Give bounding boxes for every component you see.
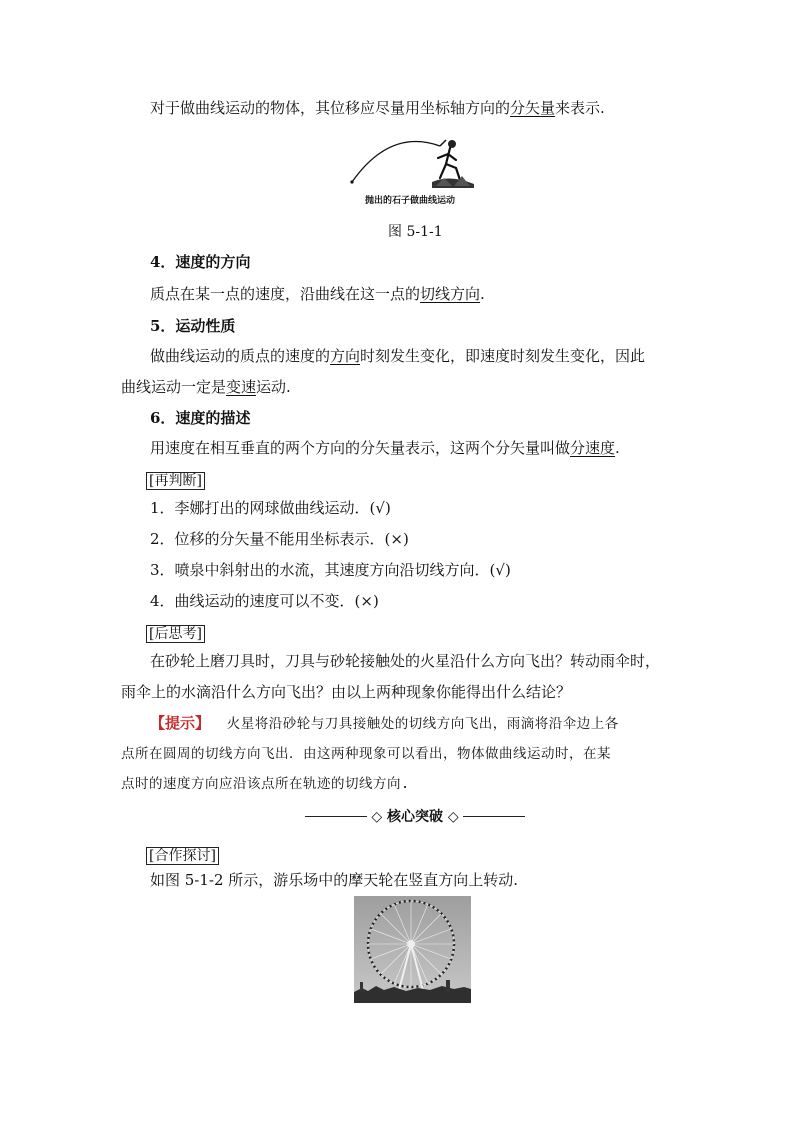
think-question-line2: 雨伞上的水滴沿什么方向飞出？由以上两种现象你能得出什么结论？	[121, 683, 572, 701]
paragraph-velocity-direction: 质点在某一点的速度，沿曲线在这一点的切线方向.	[150, 285, 485, 303]
paragraph-displacement: 对于做曲线运动的物体，其位移应尽量用坐标轴方向的分矢量来表示.	[150, 99, 605, 117]
paragraph-velocity-description: 用速度在相互垂直的两个方向的分矢量表示，这两个分矢量叫做分速度.	[150, 439, 620, 457]
think-question-line1: 在砂轮上磨刀具时，刀具与砂轮接触处的火星沿什么方向飞出？转动雨伞时，	[150, 652, 661, 670]
hint-line3: 点时的速度方向应沿该点所在轨迹的切线方向.	[121, 776, 410, 792]
section-title-motion-nature: 5．运动性质	[150, 317, 236, 335]
paragraph-motion-nature-line2: 曲线运动一定是变速运动.	[121, 378, 291, 396]
section-title-velocity-direction: 4．速度的方向	[150, 253, 251, 271]
ferris-wheel-photo	[354, 896, 471, 1003]
section-divider-core	[305, 806, 525, 826]
judge-item: 2．位移的分矢量不能用坐标表示．(×)	[150, 530, 409, 548]
hint-line2: 点所在圆周的切线方向飞出．由这两种现象可以看出，物体做曲线运动时，在某	[121, 746, 611, 762]
hint-line1: 【提示】 火星将沿砂轮与刀具接触处的切线方向飞出，雨滴将沿伞边上各	[150, 714, 619, 732]
figure-small-caption: 抛出的石子做曲线运动	[364, 196, 455, 206]
think-label: [后思考]	[146, 623, 205, 643]
paragraph-motion-nature-line1: 做曲线运动的质点的速度的方向时刻发生变化，即速度时刻发生变化，因此	[150, 347, 646, 365]
judge-label: [再判断]	[146, 470, 205, 490]
figure-thrown-stone	[340, 134, 480, 209]
judge-item: 1．李娜打出的网球做曲线运动．(√)	[150, 499, 391, 517]
figure-caption: 图 5-1-1	[388, 224, 443, 240]
ferris-wheel-image	[354, 896, 471, 1003]
judge-item: 3．喷泉中斜射出的水流，其速度方向沿切线方向．(√)	[150, 561, 511, 579]
coop-label: [合作探讨]	[146, 845, 219, 865]
coop-paragraph: 如图 5-1-2 所示，游乐场中的摩天轮在竖直方向上转动.	[150, 871, 519, 889]
core-title: ◇ 核心突破 ◇	[371, 809, 459, 825]
judge-item: 4．曲线运动的速度可以不变．(×)	[150, 592, 379, 610]
hint-label: 【提示】	[150, 714, 211, 732]
section-title-velocity-description: 6．速度的描述	[150, 409, 251, 427]
